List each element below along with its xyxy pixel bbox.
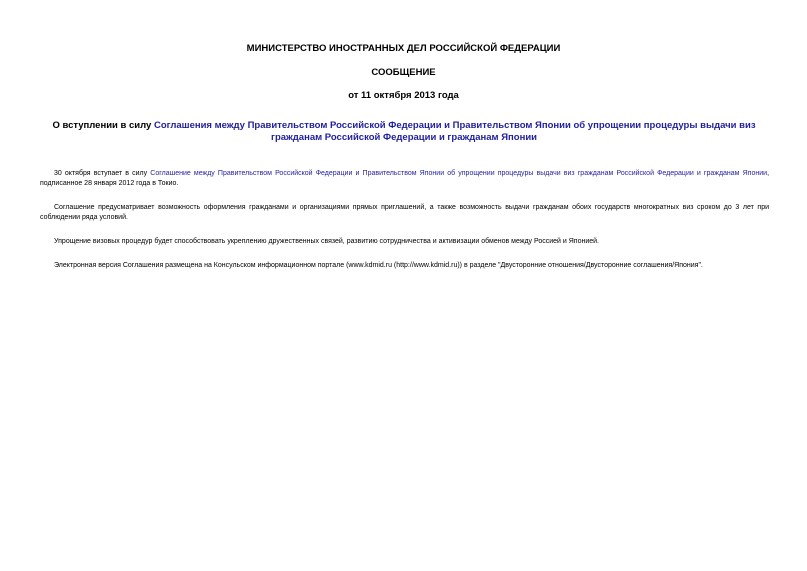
paragraph-entry-into-force <box>40 169 769 189</box>
paragraph-electronic-version: Электронная версия Соглашения размещена на Консульском информационном портале (www.kdmid.ru (http://www.kdmid.ru)) в разделе "Двусторонние отношения/Двусторонние соглашения/Япония". <box>54 262 703 269</box>
ministry-name: МИНИСТЕРСТВО ИНОСТРАННЫХ ДЕЛ РОССИЙСКОЙ ФЕДЕРАЦИИ <box>246 43 561 54</box>
document-date: от 11 октября 2013 года <box>348 90 459 101</box>
agreement-title-link[interactable]: Соглашения между Правительством Российской Федерации и Правительством Японии об упрощении процедуры выдачи виз гражданам Российской Федерации и гражданам Японии <box>153 120 756 143</box>
paragraph-1-suffix: , подписанное 28 января 2012 года в Токио. <box>40 170 770 187</box>
document-body <box>40 169 769 285</box>
paragraph-benefits: Упрощение визовых процедур будет способствовать укреплению дружественных связей, развитию сотрудничества и активизации обменов между Россией и Японией. <box>54 238 600 245</box>
paragraph-provisions: Соглашение предусматривает возможность оформления гражданами и организациями прямых приглашений, а также возможность выдачи гражданам обоих государств многократных виз сроком до 3 лет при соблюдении ряда условий. <box>40 204 769 221</box>
document-type: СООБЩЕНИЕ <box>371 67 436 78</box>
agreement-body-link[interactable]: Соглашение между Правительством Российской Федерации и Правительством Японии об упрощении процедуры выдачи виз гражданам Российской Федерации и гражданам Японии <box>150 170 768 177</box>
paragraph-1-prefix: 30 октября вступает в силу <box>54 170 151 177</box>
headline-prefix: О вступлении в силу <box>52 120 154 131</box>
document-headline <box>40 120 768 144</box>
